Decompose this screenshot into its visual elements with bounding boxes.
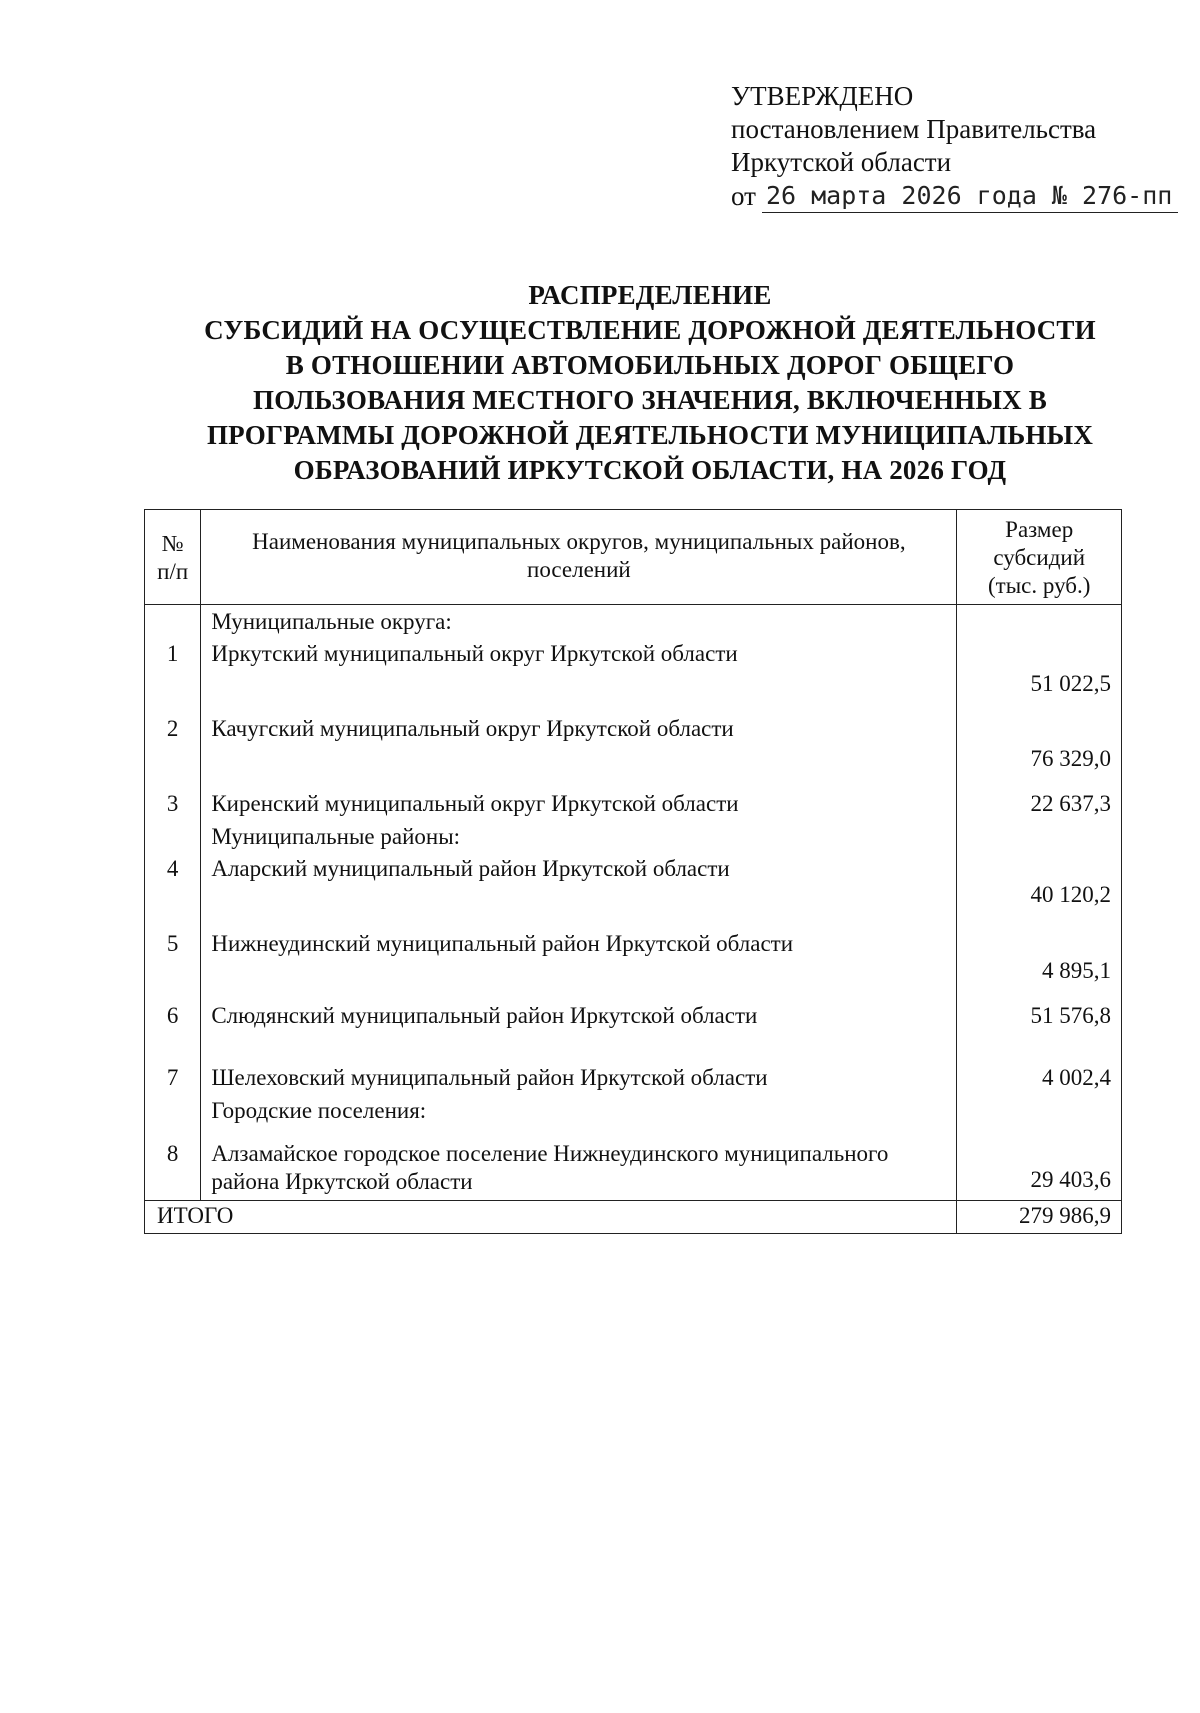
header-name-line-1: Наименования муниципальных округов, муниципальных районов,	[252, 529, 906, 554]
row-num: 3	[145, 774, 201, 820]
table-row	[145, 1050, 1122, 1094]
row-name: Слюдянский муниципальный район Иркутской области	[201, 986, 957, 1050]
row-value: 51 576,8	[957, 986, 1122, 1050]
table-row	[145, 986, 1122, 1050]
group-row	[145, 1094, 1122, 1132]
header-value-line-2: субсидий	[993, 545, 1086, 570]
row-name: Качугский муниципальный округ Иркутской области	[201, 699, 957, 774]
group-label: Городские поселения:	[201, 1094, 957, 1132]
total-label: ИТОГО	[145, 1200, 957, 1233]
header-value-line-1: Размер	[1005, 517, 1074, 542]
approval-date-line	[731, 179, 1178, 213]
row-value: 4 002,4	[957, 1050, 1122, 1094]
subsidy-table	[144, 509, 1122, 1234]
total-value: 279 986,9	[957, 1200, 1122, 1233]
row-value: 51 022,5	[957, 639, 1122, 699]
table-row	[145, 639, 1122, 699]
group-label: Муниципальные округа:	[201, 605, 957, 640]
row-num: 6	[145, 986, 201, 1050]
title-line: СУБСИДИЙ НА ОСУЩЕСТВЛЕНИЕ ДОРОЖНОЙ ДЕЯТЕЛЬНОСТИ	[204, 315, 1096, 345]
row-num: 7	[145, 1050, 201, 1094]
approved-label: УТВЕРЖДЕНО	[731, 81, 914, 111]
table-header-row	[145, 510, 1122, 605]
header-value-line-3: (тыс. руб.)	[988, 573, 1091, 598]
row-value: 29 403,6	[957, 1132, 1122, 1200]
row-value: 22 637,3	[957, 774, 1122, 820]
header-value	[957, 510, 1122, 605]
row-name: Иркутский муниципальный округ Иркутской области	[201, 639, 957, 699]
row-value: 4 895,1	[957, 910, 1122, 986]
table-row	[145, 1132, 1122, 1200]
row-num: 8	[145, 1132, 201, 1200]
row-value: 76 329,0	[957, 699, 1122, 774]
table-row	[145, 774, 1122, 820]
approved-by-line-1: постановлением Правительства	[731, 114, 1097, 144]
document-title	[140, 278, 1160, 488]
row-name: Алзамайское городское поселение Нижнеудинского муниципального района Иркутской области	[201, 1132, 957, 1200]
total-row	[145, 1200, 1122, 1233]
row-num: 5	[145, 910, 201, 986]
row-num: 1	[145, 639, 201, 699]
header-num-line-1: №	[161, 531, 184, 556]
title-line: В ОТНОШЕНИИ АВТОМОБИЛЬНЫХ ДОРОГ ОБЩЕГО	[285, 350, 1015, 380]
title-line: РАСПРЕДЕЛЕНИЕ	[528, 280, 772, 310]
date-prefix: от	[731, 181, 756, 211]
table-row	[145, 699, 1122, 774]
header-num-line-2: п/п	[157, 559, 189, 584]
row-name: Киренский муниципальный округ Иркутской области	[201, 774, 957, 820]
header-num	[145, 510, 201, 605]
row-name: Аларский муниципальный район Иркутской области	[201, 854, 957, 910]
group-row	[145, 820, 1122, 854]
approval-stamp	[731, 80, 1178, 213]
header-name	[201, 510, 957, 605]
header-name-line-2: поселений	[527, 557, 631, 582]
row-num: 2	[145, 699, 201, 774]
title-line: ОБРАЗОВАНИЙ ИРКУТСКОЙ ОБЛАСТИ, НА 2026 ГОД	[293, 455, 1007, 485]
row-name: Шелеховский муниципальный район Иркутской области	[201, 1050, 957, 1094]
approved-by-line-2: Иркутской области	[731, 147, 952, 177]
title-line: ПРОГРАММЫ ДОРОЖНОЙ ДЕЯТЕЛЬНОСТИ МУНИЦИПАЛЬНЫХ	[206, 420, 1094, 450]
table-row	[145, 910, 1122, 986]
approval-date: 26 марта 2026 года № 276-пп	[762, 179, 1178, 213]
row-num: 4	[145, 854, 201, 910]
row-name: Нижнеудинский муниципальный район Иркутской области	[201, 910, 957, 986]
group-row	[145, 605, 1122, 640]
group-label: Муниципальные районы:	[201, 820, 957, 854]
table-row	[145, 854, 1122, 910]
title-line: ПОЛЬЗОВАНИЯ МЕСТНОГО ЗНАЧЕНИЯ, ВКЛЮЧЕННЫХ В	[253, 385, 1047, 415]
row-value: 40 120,2	[957, 854, 1122, 910]
